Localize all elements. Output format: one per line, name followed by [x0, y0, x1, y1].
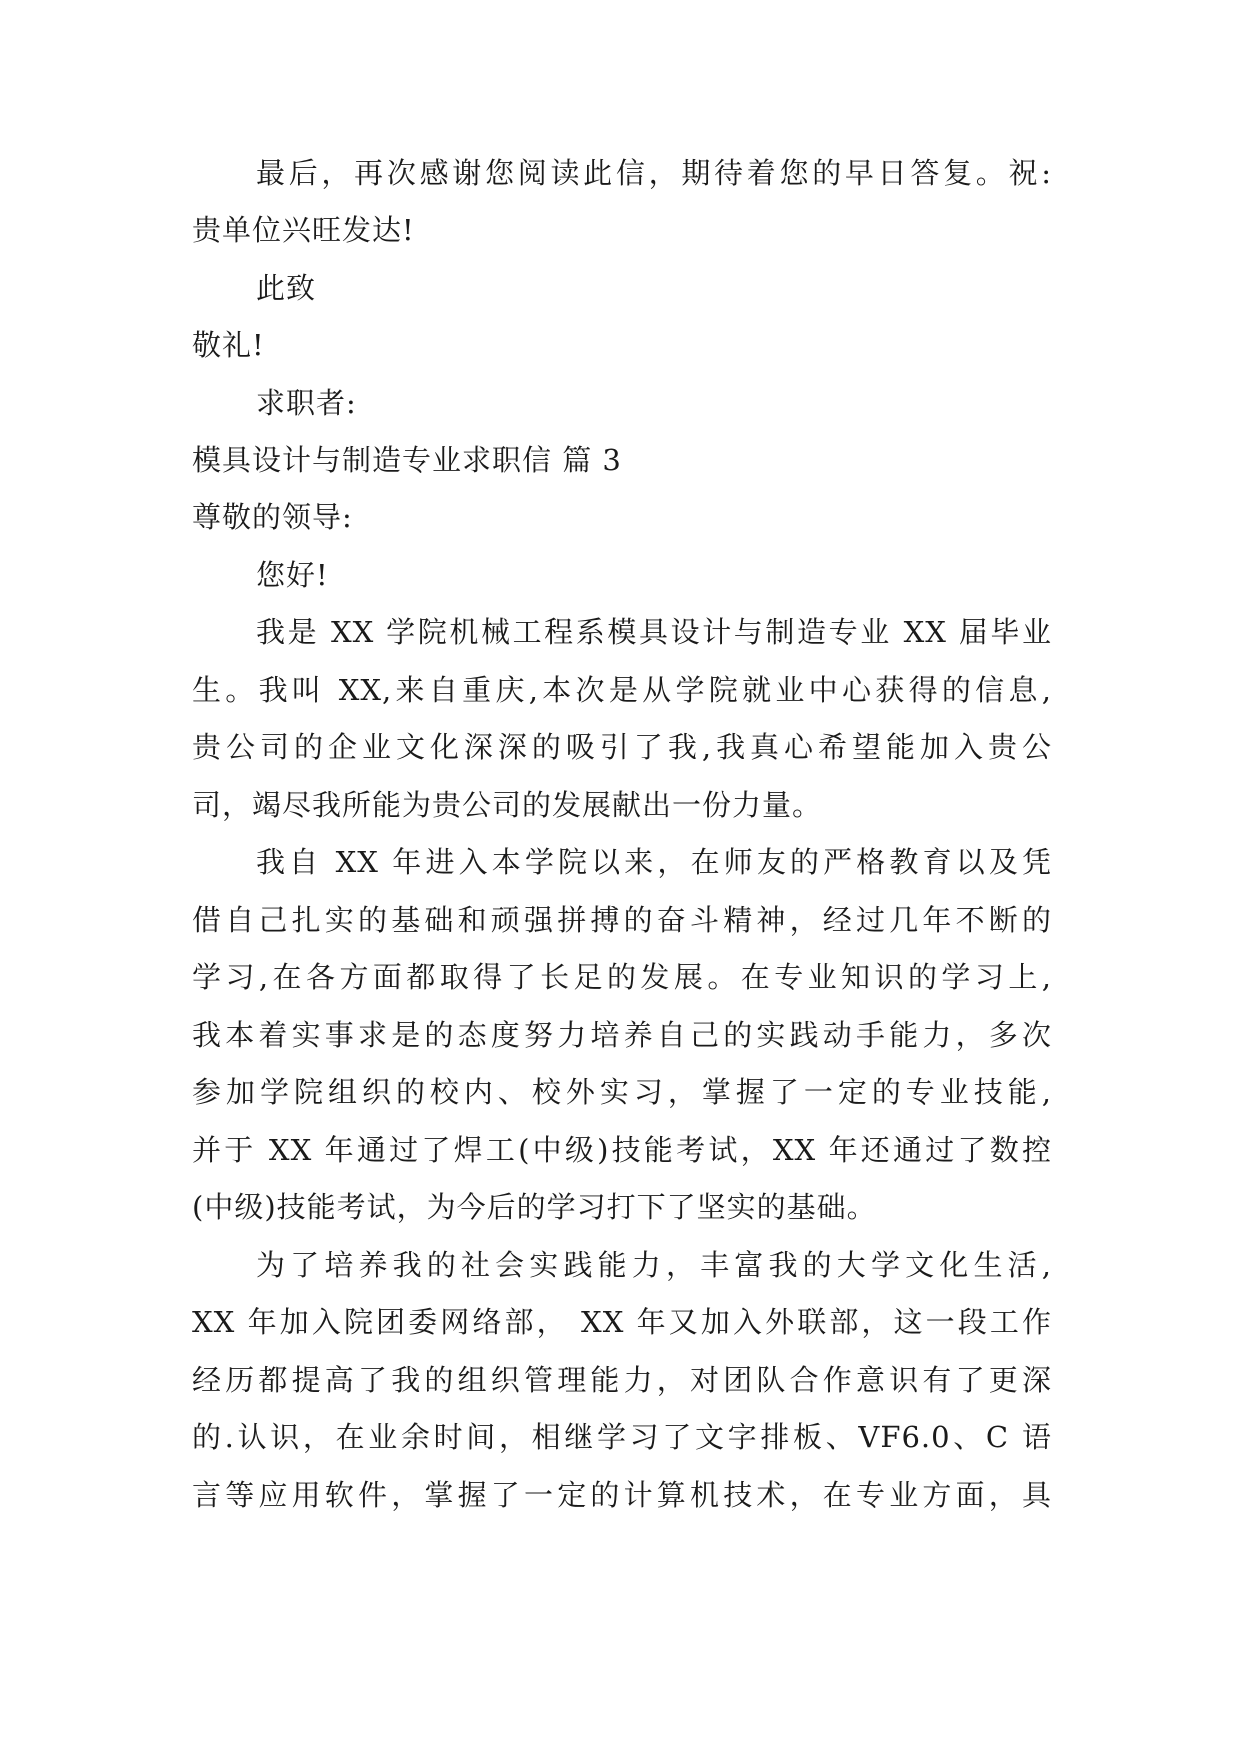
- paragraph-2-line-4: 我本着实事求是的态度努力培养自己的实践动手能力，多次: [192, 1018, 1052, 1052]
- wish-line: 贵单位兴旺发达!: [192, 213, 415, 247]
- paragraph-3-line-4: 的.认识，在业余时间，相继学习了文字排板、VF6.0、C 语: [192, 1420, 1052, 1454]
- paragraph-3-line-2: XX 年加入院团委网络部， XX 年又加入外联部，这一段工作: [192, 1305, 1052, 1339]
- salutation-cizhi: 此致: [256, 271, 317, 305]
- paragraph-1-line-2: 生。我叫 XX,来自重庆,本次是从学院就业中心获得的信息,: [192, 673, 1052, 707]
- paragraph-2-line-3: 学习,在各方面都取得了长足的发展。在专业知识的学习上,: [192, 960, 1052, 994]
- closing-thanks-line: 最后，再次感谢您阅读此信，期待着您的早日答复。祝:: [256, 156, 1052, 190]
- paragraph-2-line-7: (中级)技能考试，为今后的学习打下了坚实的基础。: [192, 1190, 877, 1224]
- paragraph-2-line-1: 我自 XX 年进入本学院以来，在师友的严格教育以及凭: [256, 845, 1052, 879]
- greeting-hello: 您好!: [256, 558, 329, 592]
- paragraph-1-line-3: 贵公司的企业文化深深的吸引了我,我真心希望能加入贵公: [192, 730, 1052, 764]
- paragraph-1-line-1: 我是 XX 学院机械工程系模具设计与制造专业 XX 届毕业: [256, 615, 1052, 649]
- paragraph-2-line-6: 并于 XX 年通过了焊工(中级)技能考试，XX 年还通过了数控: [192, 1133, 1052, 1167]
- paragraph-3-line-3: 经历都提高了我的组织管理能力，对团队合作意识有了更深: [192, 1363, 1052, 1397]
- paragraph-1-line-4: 司，竭尽我所能为贵公司的发展献出一份力量。: [192, 788, 823, 822]
- paragraph-2-line-5: 参加学院组织的校内、校外实习，掌握了一定的专业技能,: [192, 1075, 1052, 1109]
- paragraph-2-line-2: 借自己扎实的基础和顽强拼搏的奋斗精神，经过几年不断的: [192, 903, 1052, 937]
- section-title: 模具设计与制造专业求职信 篇 3: [192, 443, 622, 477]
- paragraph-3-line-5: 言等应用软件，掌握了一定的计算机技术，在专业方面，具: [192, 1478, 1052, 1512]
- salutation-jingli: 敬礼!: [192, 328, 265, 362]
- paragraph-3-line-1: 为了培养我的社会实践能力，丰富我的大学文化生活,: [256, 1248, 1052, 1282]
- applicant-signature-label: 求职者:: [256, 386, 357, 420]
- greeting-recipient: 尊敬的领导:: [192, 500, 353, 534]
